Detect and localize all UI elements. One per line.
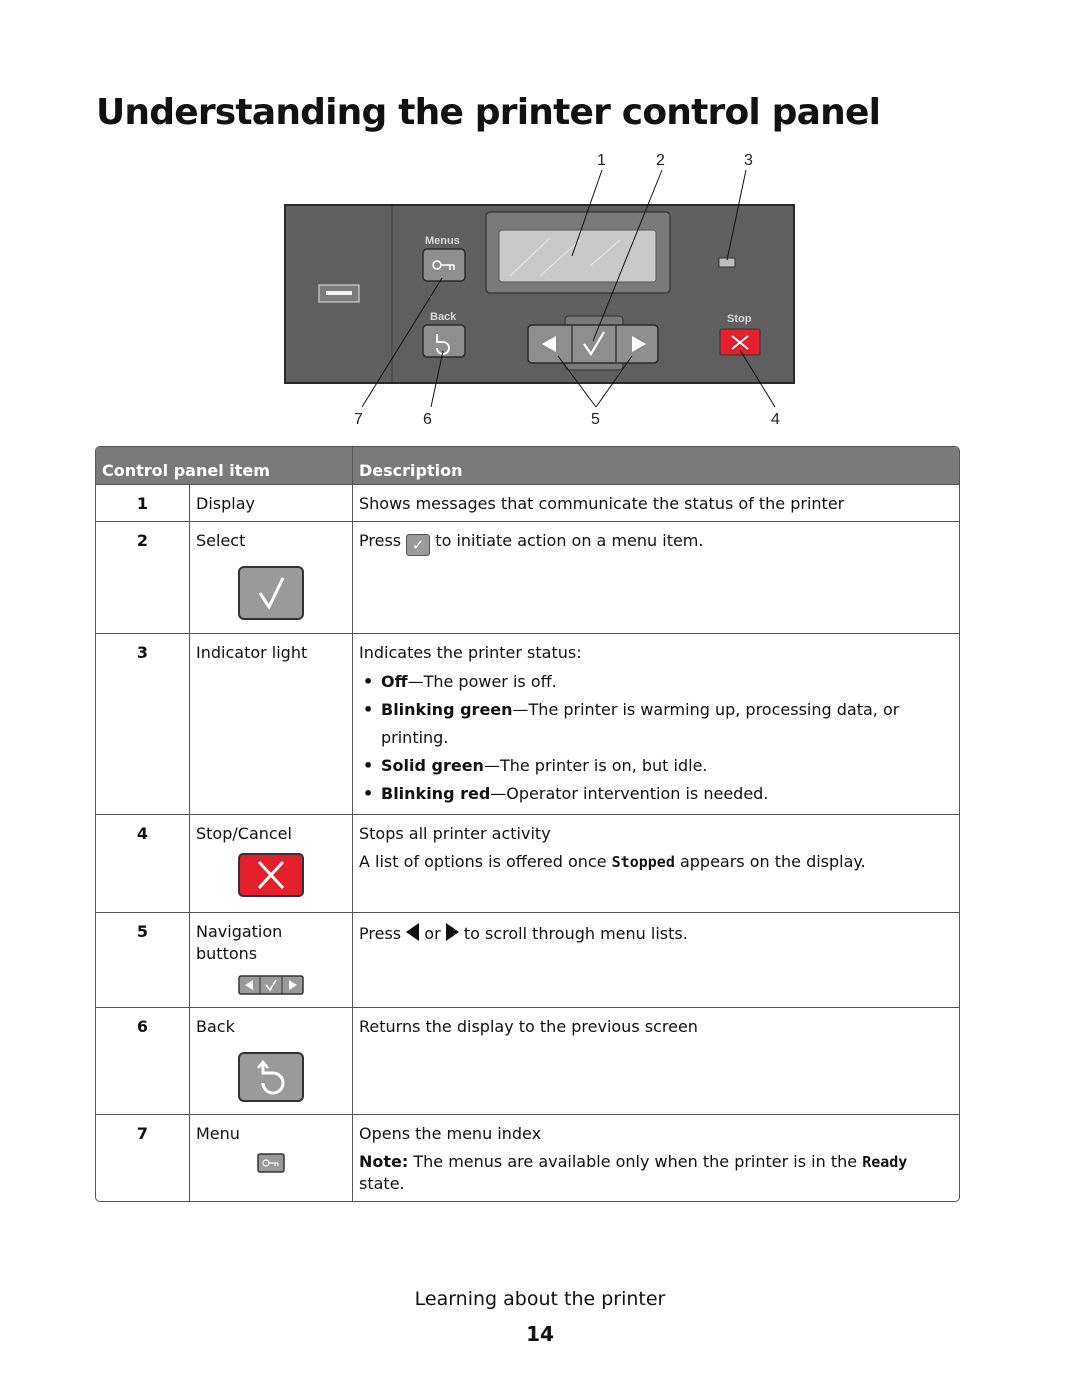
description-text: to scroll through menu lists. <box>463 924 688 943</box>
item-description: Returns the display to the previous screen <box>353 1007 959 1114</box>
item-description: Stops all printer activity <box>359 824 551 843</box>
menus-panel-label: Menus <box>425 235 460 247</box>
left-arrow-icon <box>406 923 419 941</box>
description-text: A list of options is offered once <box>359 852 607 871</box>
navigation-buttons-icon <box>238 975 304 995</box>
item-description: Indicates the printer status: <box>359 643 582 662</box>
status-list <box>359 668 953 808</box>
control-panel-table <box>95 446 960 1202</box>
item-name: Stop/Cancel <box>196 824 292 843</box>
table-header-row <box>96 447 959 484</box>
back-panel-label: Back <box>430 311 457 323</box>
item-name: Indicator light <box>190 633 353 814</box>
callout-1: 1 <box>597 152 606 169</box>
callout-4: 4 <box>771 411 780 428</box>
table-row <box>96 633 959 814</box>
description-text: to initiate action on a menu item. <box>435 531 704 550</box>
callout-6: 6 <box>423 411 432 428</box>
description-text: appears on the display. <box>679 852 866 871</box>
description-text: Press <box>359 924 402 943</box>
header-control-panel-item: Control panel item <box>96 447 353 484</box>
row-number: 1 <box>96 484 190 521</box>
list-item: • Blinking green—The printer is warming up, processing data, or printing. <box>381 696 953 752</box>
table-row <box>96 1007 959 1114</box>
menu-button-icon <box>257 1153 285 1173</box>
display-screen <box>499 230 656 282</box>
callout-7: 7 <box>354 411 363 428</box>
list-item: • Blinking red—Operator intervention is needed. <box>381 780 953 808</box>
header-description: Description <box>353 447 959 484</box>
list-item: • Solid green—The printer is on, but idle. <box>381 752 953 780</box>
page-title: Understanding the printer control panel <box>96 92 881 133</box>
callout-5: 5 <box>591 411 600 428</box>
row-number: 7 <box>96 1114 190 1201</box>
item-name: Menu <box>196 1124 240 1143</box>
footer-section-title: Learning about the printer <box>414 1288 666 1310</box>
item-description: Shows messages that communicate the status of the printer <box>353 484 959 521</box>
item-name: Display <box>190 484 353 521</box>
stop-button-icon <box>238 853 304 897</box>
row-number: 2 <box>96 521 190 633</box>
table-row <box>96 814 959 912</box>
back-button <box>423 325 465 357</box>
stop-panel-label: Stop <box>727 313 752 325</box>
callout-2: 2 <box>656 152 665 169</box>
control-panel-figure <box>280 148 810 433</box>
select-check-icon: ✓ <box>406 534 430 556</box>
row-number: 3 <box>96 633 190 814</box>
item-name: Select <box>196 531 246 550</box>
row-number: 6 <box>96 1007 190 1114</box>
row-number: 4 <box>96 814 190 912</box>
control-panel-diagram <box>280 148 810 433</box>
row-number: 5 <box>96 912 190 1007</box>
table-row <box>96 484 959 521</box>
right-arrow-icon <box>446 923 459 941</box>
description-text: Press <box>359 531 402 550</box>
back-button-icon <box>238 1052 304 1102</box>
item-name: Navigation buttons <box>196 922 283 963</box>
table-row <box>96 1114 959 1201</box>
code-text: Stopped <box>611 853 675 871</box>
description-text: or <box>424 924 441 943</box>
select-button-icon <box>238 566 304 620</box>
item-description: Opens the menu index <box>359 1124 542 1143</box>
note: Note: The menus are available only when the printer is in the Ready state. <box>359 1152 908 1193</box>
table-row <box>96 912 959 1007</box>
item-name: Back <box>196 1017 235 1036</box>
callout-3: 3 <box>744 152 753 169</box>
table-row <box>96 521 959 633</box>
list-item: • Off—The power is off. <box>381 668 953 696</box>
page-number: 14 <box>526 1322 554 1346</box>
